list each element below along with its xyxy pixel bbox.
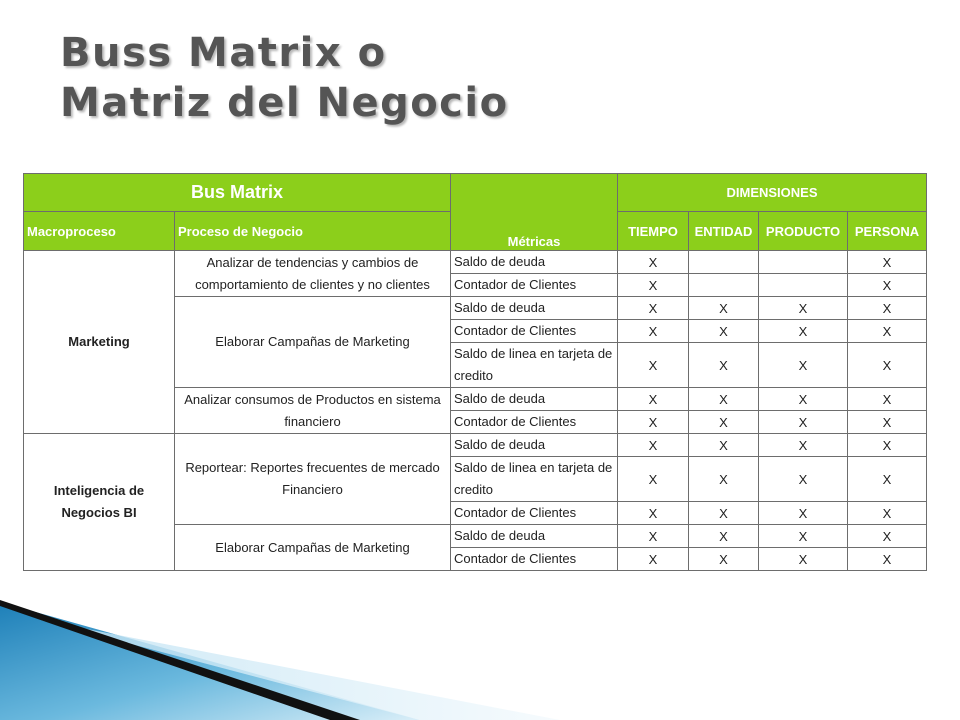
- bus-matrix-table: [23, 173, 927, 571]
- dimension-mark-cell: X: [618, 320, 689, 343]
- dimension-mark-cell: X: [618, 434, 689, 457]
- dimension-mark-cell: X: [618, 274, 689, 297]
- metric-cell: Saldo de linea en tarjeta de credito: [451, 343, 618, 388]
- dimension-mark-cell: X: [848, 457, 927, 502]
- slide-title-line2: Matriz del Negocio: [60, 80, 509, 126]
- dimension-mark-cell: X: [618, 343, 689, 388]
- dimension-mark-cell: X: [759, 297, 848, 320]
- dimension-mark-cell: X: [759, 502, 848, 525]
- metric-cell: Saldo de linea en tarjeta de credito: [451, 457, 618, 502]
- dimension-mark-cell: X: [689, 457, 759, 502]
- dimension-mark-cell: X: [848, 274, 927, 297]
- dimension-mark-cell: X: [848, 388, 927, 411]
- table-row: [24, 434, 927, 457]
- slide-title: [60, 28, 509, 128]
- table-title: Bus Matrix: [24, 174, 451, 212]
- dimension-mark-cell: X: [618, 502, 689, 525]
- dimension-mark-cell: X: [689, 343, 759, 388]
- metric-cell: Saldo de deuda: [451, 297, 618, 320]
- dimension-mark-cell: X: [848, 548, 927, 571]
- dimension-mark-cell: X: [689, 320, 759, 343]
- dimension-mark-cell: X: [618, 525, 689, 548]
- metric-cell: Contador de Clientes: [451, 274, 618, 297]
- macroprocess-cell: Marketing: [24, 251, 175, 434]
- dimension-header: PERSONA: [848, 212, 927, 251]
- dimension-mark-cell: X: [848, 251, 927, 274]
- metric-cell: Saldo de deuda: [451, 525, 618, 548]
- dimension-mark-cell: X: [848, 525, 927, 548]
- dimension-mark-cell: [759, 274, 848, 297]
- dimension-header: TIEMPO: [618, 212, 689, 251]
- bus-matrix-body: [24, 174, 927, 571]
- macroprocess-cell: Inteligencia de Negocios BI: [24, 434, 175, 571]
- dimension-mark-cell: X: [848, 411, 927, 434]
- dimension-mark-cell: X: [618, 297, 689, 320]
- dimension-header: PRODUCTO: [759, 212, 848, 251]
- dimension-mark-cell: [689, 274, 759, 297]
- metric-cell: Contador de Clientes: [451, 411, 618, 434]
- decorative-ribbon: [0, 580, 960, 720]
- dimension-mark-cell: X: [759, 457, 848, 502]
- dimension-header: ENTIDAD: [689, 212, 759, 251]
- metric-cell: Contador de Clientes: [451, 548, 618, 571]
- dimension-mark-cell: X: [618, 457, 689, 502]
- metric-cell: Contador de Clientes: [451, 320, 618, 343]
- dimension-mark-cell: [689, 251, 759, 274]
- dimension-mark-cell: X: [689, 434, 759, 457]
- dimension-mark-cell: X: [759, 320, 848, 343]
- header-dimensions: DIMENSIONES: [618, 174, 927, 212]
- dimension-mark-cell: X: [848, 434, 927, 457]
- dimension-mark-cell: X: [848, 320, 927, 343]
- dimension-mark-cell: X: [759, 525, 848, 548]
- dimension-mark-cell: X: [689, 297, 759, 320]
- header-business-process: Proceso de Negocio: [175, 212, 451, 251]
- dimension-mark-cell: X: [848, 297, 927, 320]
- dimension-mark-cell: X: [618, 548, 689, 571]
- metric-cell: Saldo de deuda: [451, 388, 618, 411]
- metric-cell: Contador de Clientes: [451, 502, 618, 525]
- business-process-cell: Reportear: Reportes frecuentes de mercado Financiero: [175, 434, 451, 525]
- business-process-cell: Elaborar Campañas de Marketing: [175, 297, 451, 388]
- dimension-mark-cell: X: [759, 388, 848, 411]
- dimension-mark-cell: X: [759, 548, 848, 571]
- metric-cell: Saldo de deuda: [451, 434, 618, 457]
- dimension-mark-cell: X: [759, 343, 848, 388]
- dimension-mark-cell: X: [689, 502, 759, 525]
- header-macroprocess: Macroproceso: [24, 212, 175, 251]
- dimension-mark-cell: X: [618, 411, 689, 434]
- dimension-mark-cell: X: [618, 251, 689, 274]
- dimension-mark-cell: X: [848, 502, 927, 525]
- metric-cell: Saldo de deuda: [451, 251, 618, 274]
- dimension-mark-cell: X: [689, 525, 759, 548]
- business-process-cell: Analizar consumos de Productos en sistema financiero: [175, 388, 451, 434]
- dimension-mark-cell: X: [848, 343, 927, 388]
- slide-title-line1: Buss Matrix o: [60, 30, 387, 76]
- business-process-cell: Analizar de tendencias y cambios de comportamiento de clientes y no clientes: [175, 251, 451, 297]
- dimension-mark-cell: X: [759, 434, 848, 457]
- dimension-mark-cell: X: [689, 411, 759, 434]
- dimension-mark-cell: X: [618, 388, 689, 411]
- dimension-mark-cell: X: [689, 388, 759, 411]
- header-metrics: Métricas: [451, 174, 618, 251]
- dimension-mark-cell: X: [689, 548, 759, 571]
- dimension-mark-cell: [759, 251, 848, 274]
- business-process-cell: Elaborar Campañas de Marketing: [175, 525, 451, 571]
- dimension-mark-cell: X: [759, 411, 848, 434]
- table-row: [24, 251, 927, 274]
